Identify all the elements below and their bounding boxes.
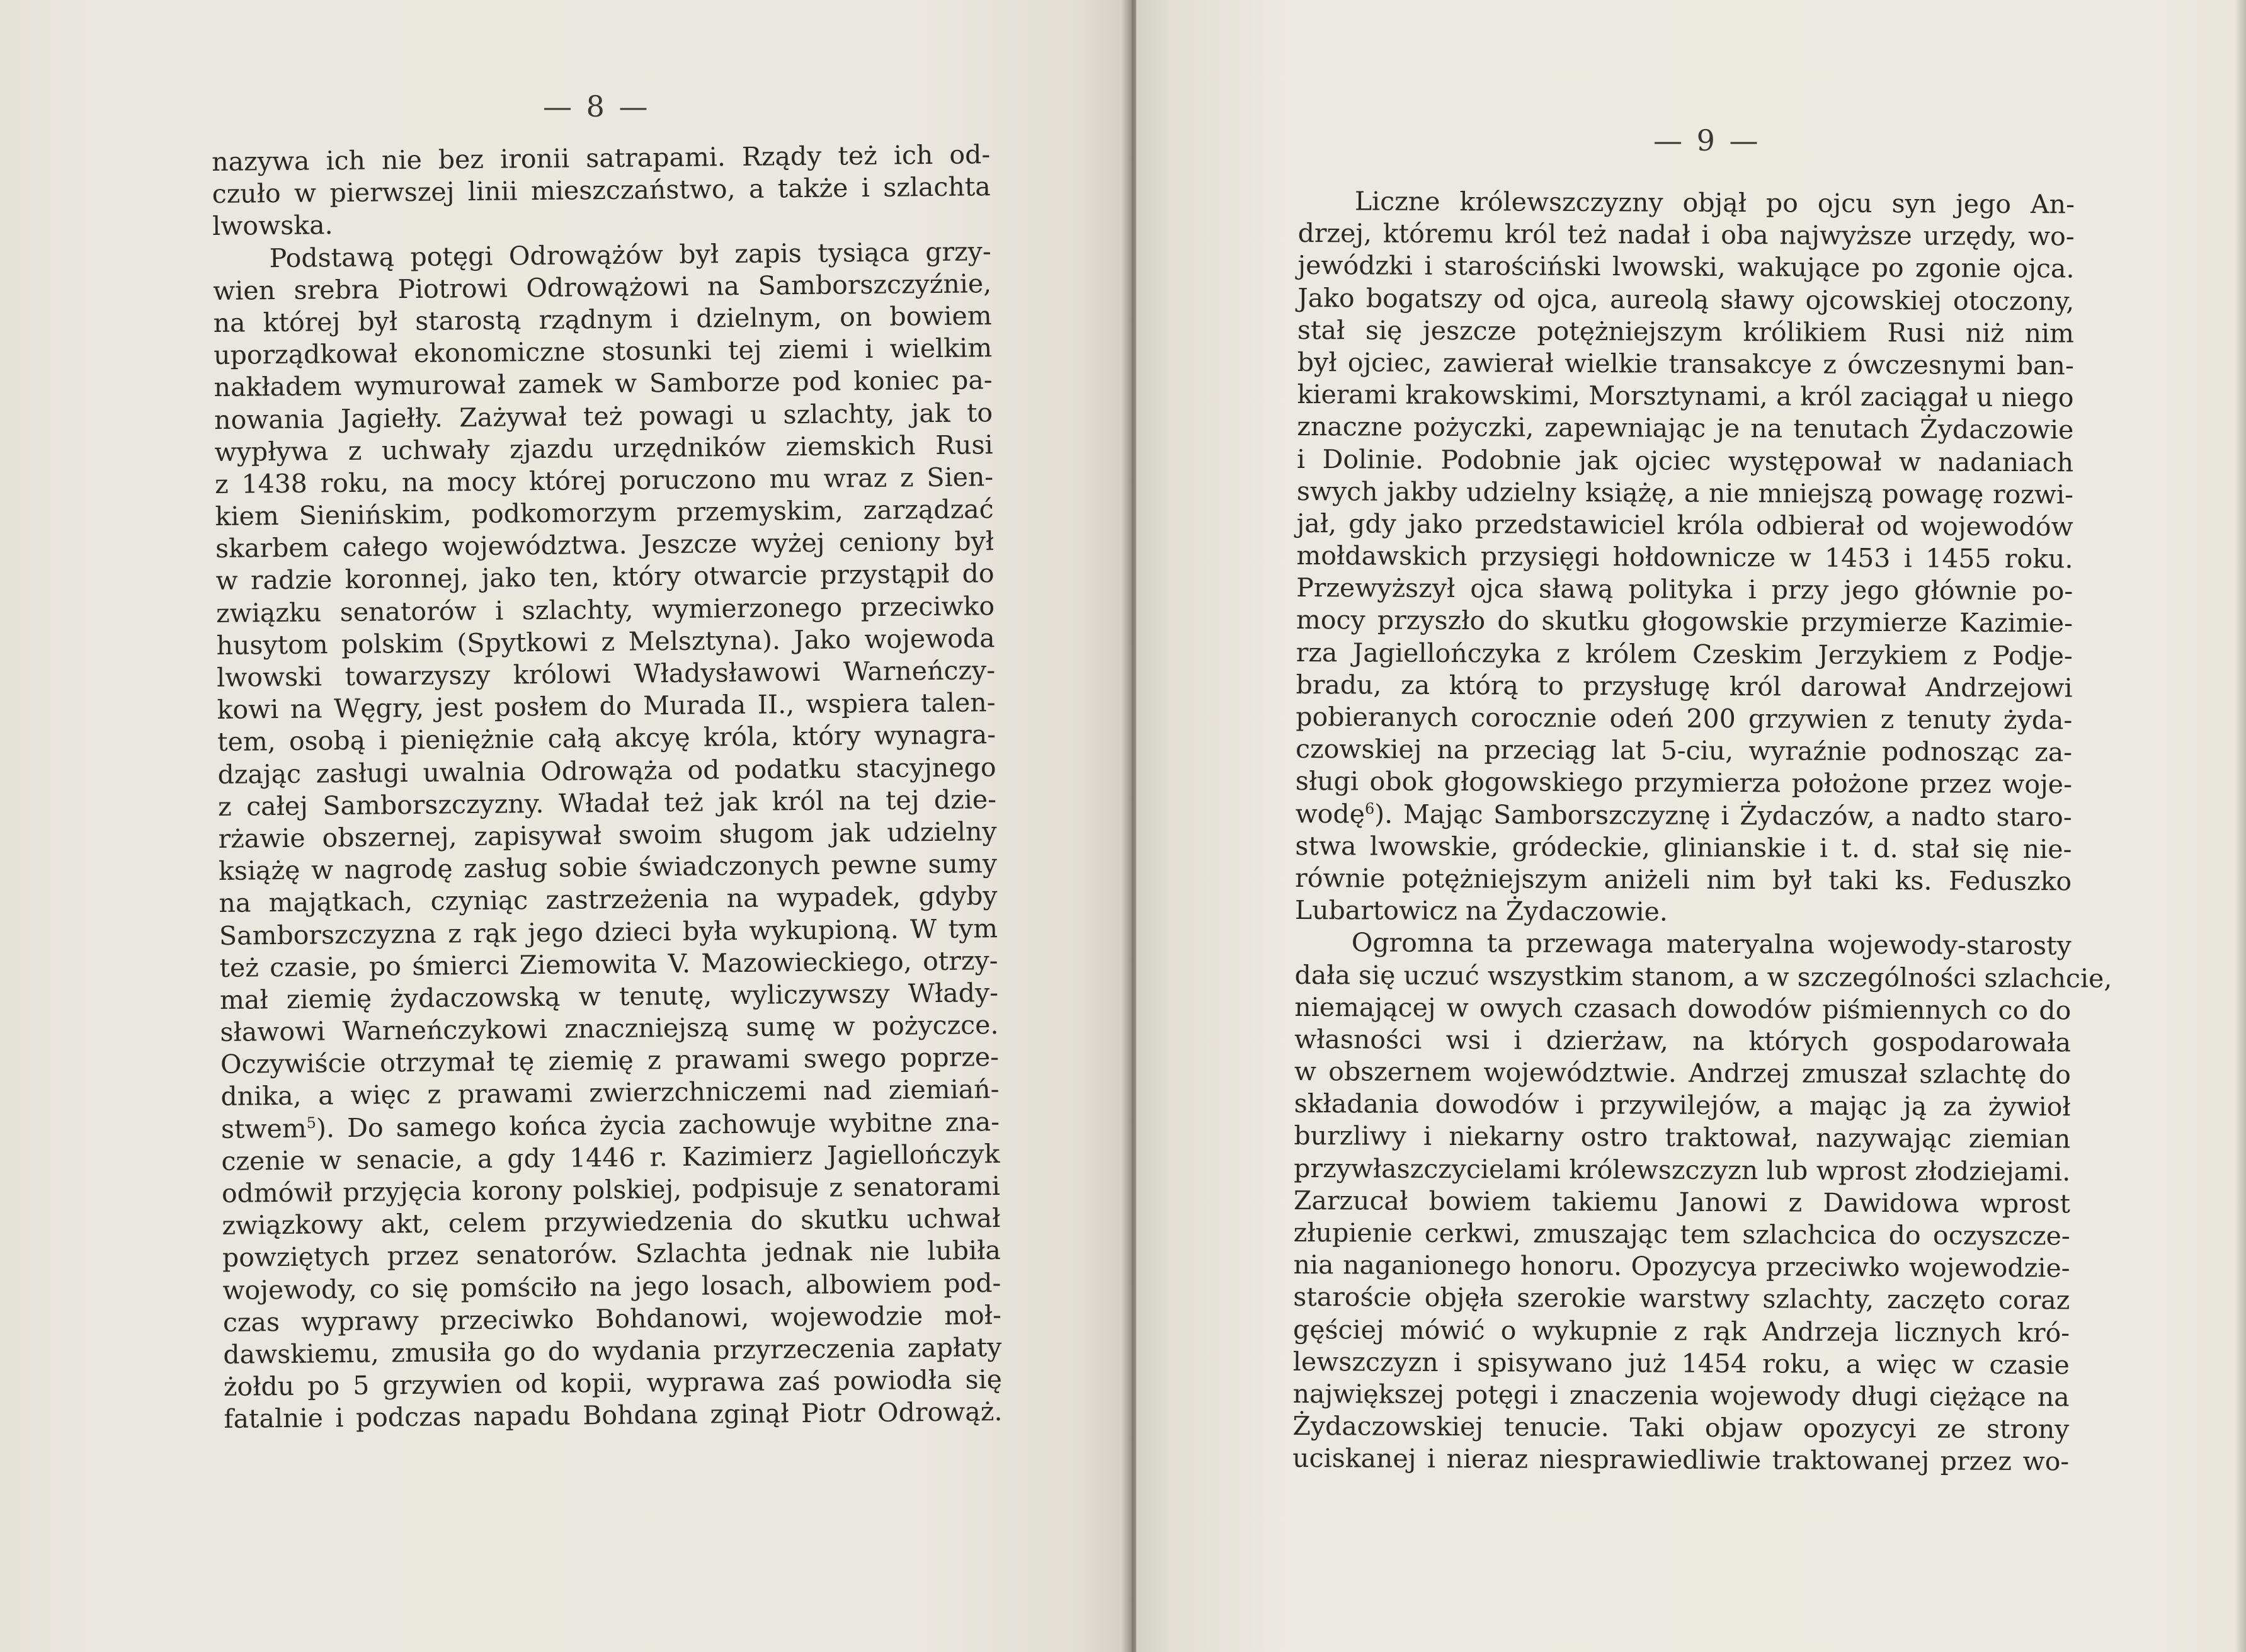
text-line xyxy=(1296,733,2072,769)
text-line-content: z całej Samborszczyzny. Władał też jak król na tej dzie- xyxy=(217,783,997,822)
text-line-content: tem, osobą i pieniężnie całą akcyę króla, który wynagra- xyxy=(217,719,996,758)
text-line xyxy=(1293,1378,2070,1414)
text-line xyxy=(1296,701,2072,737)
text-line xyxy=(1294,1217,2070,1253)
text-line xyxy=(1296,669,2072,705)
text-line xyxy=(1294,991,2071,1027)
text-line xyxy=(224,1396,1002,1435)
text-line-content: husytom polskim (Spytkowi z Melsztyna). Jako wojewoda xyxy=(216,622,995,661)
text-line-content: czuło w pierwszej linii mieszczaństwo, a także i szlachta xyxy=(212,171,991,210)
text-line-content: i Dolinie. Podobnie jak ojciec występował w nadaniach xyxy=(1296,443,2074,477)
text-line-content: rżawie obszernej, zapisywał swoim sługom jak udzielny xyxy=(218,816,997,854)
text-line-content: dała się uczuć wszystkim stanom, a w szczególności szlachcie, xyxy=(1294,959,2112,994)
text-line-content: lewszczyzn i spisywano już 1454 roku, a więc w czasie xyxy=(1292,1346,2070,1381)
page-number: — 9 — xyxy=(1653,123,1761,157)
text-line-content: Liczne królewszczyzny objął po ojcu syn jego An- xyxy=(1354,186,2075,220)
text-line-content: żołdu po 5 grzywien od kopii, wyprawa zaś powiodła się xyxy=(223,1364,1003,1403)
text-line-content: był ojciec, zawierał wielkie transakcye z ówczesnymi ban- xyxy=(1297,346,2074,381)
text-line xyxy=(1295,926,2072,962)
text-line-content: kiem Sienińskim, podkomorzym przemyskim, zarządzać xyxy=(215,494,994,532)
text-line-content: Podstawą potęgi Odrowążów był zapis tysiąca grzy- xyxy=(269,236,991,273)
footnote-marker: 6 xyxy=(1364,799,1375,817)
text-line xyxy=(1292,1442,2069,1478)
text-line-content: nia naganionego honoru. Opozycya przeciwko wojewodzie- xyxy=(1293,1250,2070,1284)
text-line xyxy=(1294,1120,2070,1156)
text-line-content: złupienie cerkwi, zmuszając tem szlachcica do oczyszcze- xyxy=(1293,1217,2070,1251)
text-line-content: stwa lwowskie, gródeckie, glinianskie i t. d. stał się nie- xyxy=(1295,830,2072,865)
text-line xyxy=(1294,1185,2070,1221)
text-line-content: Przewyższył ojca sławą polityka i przy jego głównie po- xyxy=(1296,573,2073,607)
text-line xyxy=(1295,894,2072,930)
text-line-content: na której był starostą rządnym i dzielnym, on bowiem xyxy=(213,300,992,338)
text-line-content: nowania Jagiełły. Zażywał też powagi u szlachty, jak to xyxy=(214,397,993,435)
text-line xyxy=(1298,185,2075,221)
text-line-content: czowskiej na przeciąg lat 5-ciu, wyraźnie podnosząc za- xyxy=(1295,734,2073,768)
text-line xyxy=(1297,249,2074,285)
text-line-content: Ogromna ta przewaga materyalna wojewody-starosty xyxy=(1351,927,2072,961)
text-line xyxy=(1295,830,2072,866)
text-line-content: rza Jagiellończyka z królem Czeskim Jerzykiem z Podje- xyxy=(1296,637,2073,671)
text-line-content: burzliwy i niekarny ostro traktował, nazywając ziemian xyxy=(1294,1120,2071,1154)
text-line-content: Jako bogatszy od ojca, aureolą sławy ojcowskiej otoczony, xyxy=(1297,282,2075,316)
text-line-content: równie potężniejszym aniżeli nim był taki ks. Feduszko xyxy=(1295,862,2072,897)
text-line xyxy=(1297,314,2074,350)
text-line xyxy=(1294,1153,2070,1188)
page-text xyxy=(212,139,1003,1435)
text-line xyxy=(1293,1314,2070,1350)
text-line xyxy=(1296,637,2073,673)
text-line xyxy=(1294,1056,2071,1091)
text-line-content: wodę xyxy=(1295,798,1365,829)
text-line-content: uporządkował ekonomiczne stosunki tej ziemi i wielkim xyxy=(213,333,993,371)
text-line-content: przywłaszczycielami królewszczyzn lub wprost złodziejami. xyxy=(1294,1153,2071,1187)
text-line-content: Żydaczowskiej tenucie. Taki objaw opozycyi ze strony xyxy=(1292,1411,2070,1445)
text-line-content: książę w nagrodę zasług sobie świadczonych pewne sumy xyxy=(218,848,998,887)
text-line-content: skarbem całego województwa. Jeszcze wyżej ceniony był xyxy=(215,526,995,564)
page-number: — 8 — xyxy=(543,89,651,123)
text-line-content: dnika, a więc z prawami zwierzchniczemi nad ziemiań- xyxy=(220,1074,1000,1112)
text-line-content: też czasie, po śmierci Ziemowita V. Mazowieckiego, otrzy- xyxy=(219,945,998,983)
text-line-content: wypływa z uchwały zjazdu urzędników ziemskich Rusi xyxy=(214,429,993,467)
text-line-content: własności wsi i dzierżaw, na których gospodarowała xyxy=(1294,1023,2072,1058)
text-line-content: Zarzucał bowiem takiemu Janowi z Dawidowa wprost xyxy=(1293,1185,2071,1219)
text-line-content: kierami krakowskimi, Morsztynami, a król zaciągał u niego xyxy=(1297,379,2074,413)
text-line xyxy=(1295,862,2072,898)
text-line xyxy=(1297,346,2074,382)
text-line-content: lwowska. xyxy=(212,210,333,242)
text-line-content: stał się jeszcze potężniejszym królikiem Rusi niż nim xyxy=(1297,314,2075,349)
page-edge-shadow xyxy=(2235,0,2246,1652)
text-line-content: znaczne pożyczki, zapewniając je na tenutach Żydaczowie xyxy=(1297,411,2074,445)
text-line xyxy=(1297,411,2073,447)
text-line xyxy=(1297,443,2073,479)
text-line-content: jewódzki i starościński lwowski, wakujące po zgonie ojca. xyxy=(1297,250,2075,284)
text-line xyxy=(1293,1281,2070,1317)
text-line xyxy=(1293,1346,2070,1382)
text-line-content: czas wyprawy przeciwko Bohdanowi, wojewodzie moł- xyxy=(222,1299,1002,1338)
text-line-content: gęściej mówić o wykupnie z rąk Andrzeja licznych kró- xyxy=(1292,1314,2070,1348)
text-line-content: mołdawskich przysięgi hołdownicze w 1453 i 1455 roku. xyxy=(1296,540,2073,574)
text-line-content: Samborszczyzna z rąk jego dzieci była wykupioną. W tym xyxy=(219,913,998,951)
text-line xyxy=(1296,604,2073,640)
page-text xyxy=(1292,185,2112,1478)
text-line xyxy=(1297,282,2074,318)
text-line-content: największej potęgi i znaczenia wojewody długi ciężące na xyxy=(1292,1378,2070,1413)
text-line-content: w radzie koronnej, jako ten, który otwarcie przystąpił do xyxy=(215,558,995,596)
text-line-content: związku senatorów i szlachty, wymierzonego przeciwko xyxy=(215,590,995,629)
text-line-content: Lubartowicz na Żydaczowie. xyxy=(1294,895,1668,927)
text-line-content: Oczywiście otrzymał tę ziemię z prawami swego poprze- xyxy=(220,1042,1000,1080)
text-line xyxy=(1297,379,2073,414)
text-line-content: odmówił przyjęcia korony polskiej, podpisuje z senatorami xyxy=(221,1171,1001,1209)
text-line-content: powziętych przez senatorów. Szlachta jednak nie lubiła xyxy=(222,1235,1001,1273)
text-line xyxy=(1294,1088,2071,1124)
text-line-content: dawskiemu, zmusiła go do wydania przyrzeczenia zapłaty xyxy=(223,1331,1002,1370)
text-line xyxy=(1297,476,2073,511)
text-line-content: stwem xyxy=(220,1113,307,1144)
text-line xyxy=(1297,508,2073,544)
text-line-content: drzej, któremu król też nadał i oba najwyższe urzędy, wo- xyxy=(1297,218,2075,252)
text-line-content: pobieranych corocznie odeń 200 grzywien z tenuty żyda- xyxy=(1296,701,2073,736)
text-line-content: sławowi Warneńczykowi znaczniejszą sumę w pożyczce. xyxy=(220,1010,999,1047)
text-line-content: czenie w senacie, a gdy 1446 r. Kazimierz Jagiellończyk xyxy=(221,1138,1000,1176)
text-line-content: swych jakby udzielny książę, a nie mniejszą powagę rozwi- xyxy=(1296,476,2073,510)
text-line xyxy=(1296,798,2072,834)
text-line-continuation: ). Mając Samborszczyznę i Żydaczów, a nadto staro- xyxy=(1374,799,2072,832)
text-line-content: fatalnie i podczas napadu Bohdana zginął Piotr Odrowąż. xyxy=(224,1396,1003,1435)
text-line-content: niemającej w owych czasach dowodów piśmiennych co do xyxy=(1294,991,2072,1026)
text-line-content: nakładem wymurował zamek w Samborze pod koniec pa- xyxy=(214,365,993,403)
text-line xyxy=(1293,1249,2070,1285)
text-line-content: mocy przyszło do skutku głogowskie przymierze Kazimie- xyxy=(1296,605,2073,639)
text-line-content: wojewody, co się pomściło na jego losach, albowiem pod- xyxy=(222,1267,1001,1306)
text-line-content: mał ziemię żydaczowską w tenutę, wyliczywszy Włady- xyxy=(219,977,999,1015)
text-line xyxy=(1294,959,2112,994)
text-line xyxy=(1296,765,2072,801)
text-line xyxy=(1294,1023,2071,1059)
text-line-content: w obszernem województwie. Andrzej zmuszał szlachtę do xyxy=(1294,1056,2071,1090)
text-line-content: z 1438 roku, na mocy której poruczono mu wraz z Sien- xyxy=(214,461,994,499)
text-line xyxy=(1292,1410,2069,1446)
text-line-content: uciskanej i nieraz niesprawiedliwie traktowanej przez wo- xyxy=(1292,1443,2070,1477)
text-line-content: sługi obok głogowskiego przymierza położone przez woje- xyxy=(1295,766,2072,800)
footnote-marker: 5 xyxy=(306,1114,317,1132)
text-line-content: bradu, za którą to przysługę król darował Andrzejowi xyxy=(1296,669,2073,704)
text-line-content: wien srebra Piotrowi Odrowążowi na Samborszczyźnie, xyxy=(212,268,992,306)
text-line-continuation: ). Do samego końca życia zachowuje wybitne zna- xyxy=(316,1106,1000,1144)
text-line-content: jał, gdy jako przedstawiciel króla odbierał od wojewodów xyxy=(1296,508,2073,542)
text-line-content: staroście objęła szerokie warstwy szlachty, zaczęto coraz xyxy=(1293,1282,2070,1316)
text-line-content: na majątkach, czyniąc zastrzeżenia na wypadek, gdyby xyxy=(219,880,998,919)
text-line-content: składania dowodów i przywilejów, a mając ją za żywioł xyxy=(1294,1088,2071,1122)
text-line xyxy=(1298,217,2075,253)
text-line-content: związkowy akt, celem przywiedzenia do skutku uchwał xyxy=(222,1203,1001,1241)
text-line-content: nazywa ich nie bez ironii satrapami. Rządy też ich od- xyxy=(212,139,991,177)
right-page xyxy=(1136,0,2246,1652)
text-line xyxy=(1296,540,2073,576)
text-line xyxy=(1296,572,2073,608)
text-line-content: kowi na Węgry, jest posłem do Murada II., wspiera talen- xyxy=(217,687,996,726)
text-line-content: dzając zasługi uwalnia Odrowąża od podatku stacyjnego xyxy=(217,751,996,790)
text-line-content: lwowski towarzyszy królowi Władysławowi Warneńczy- xyxy=(216,655,996,693)
